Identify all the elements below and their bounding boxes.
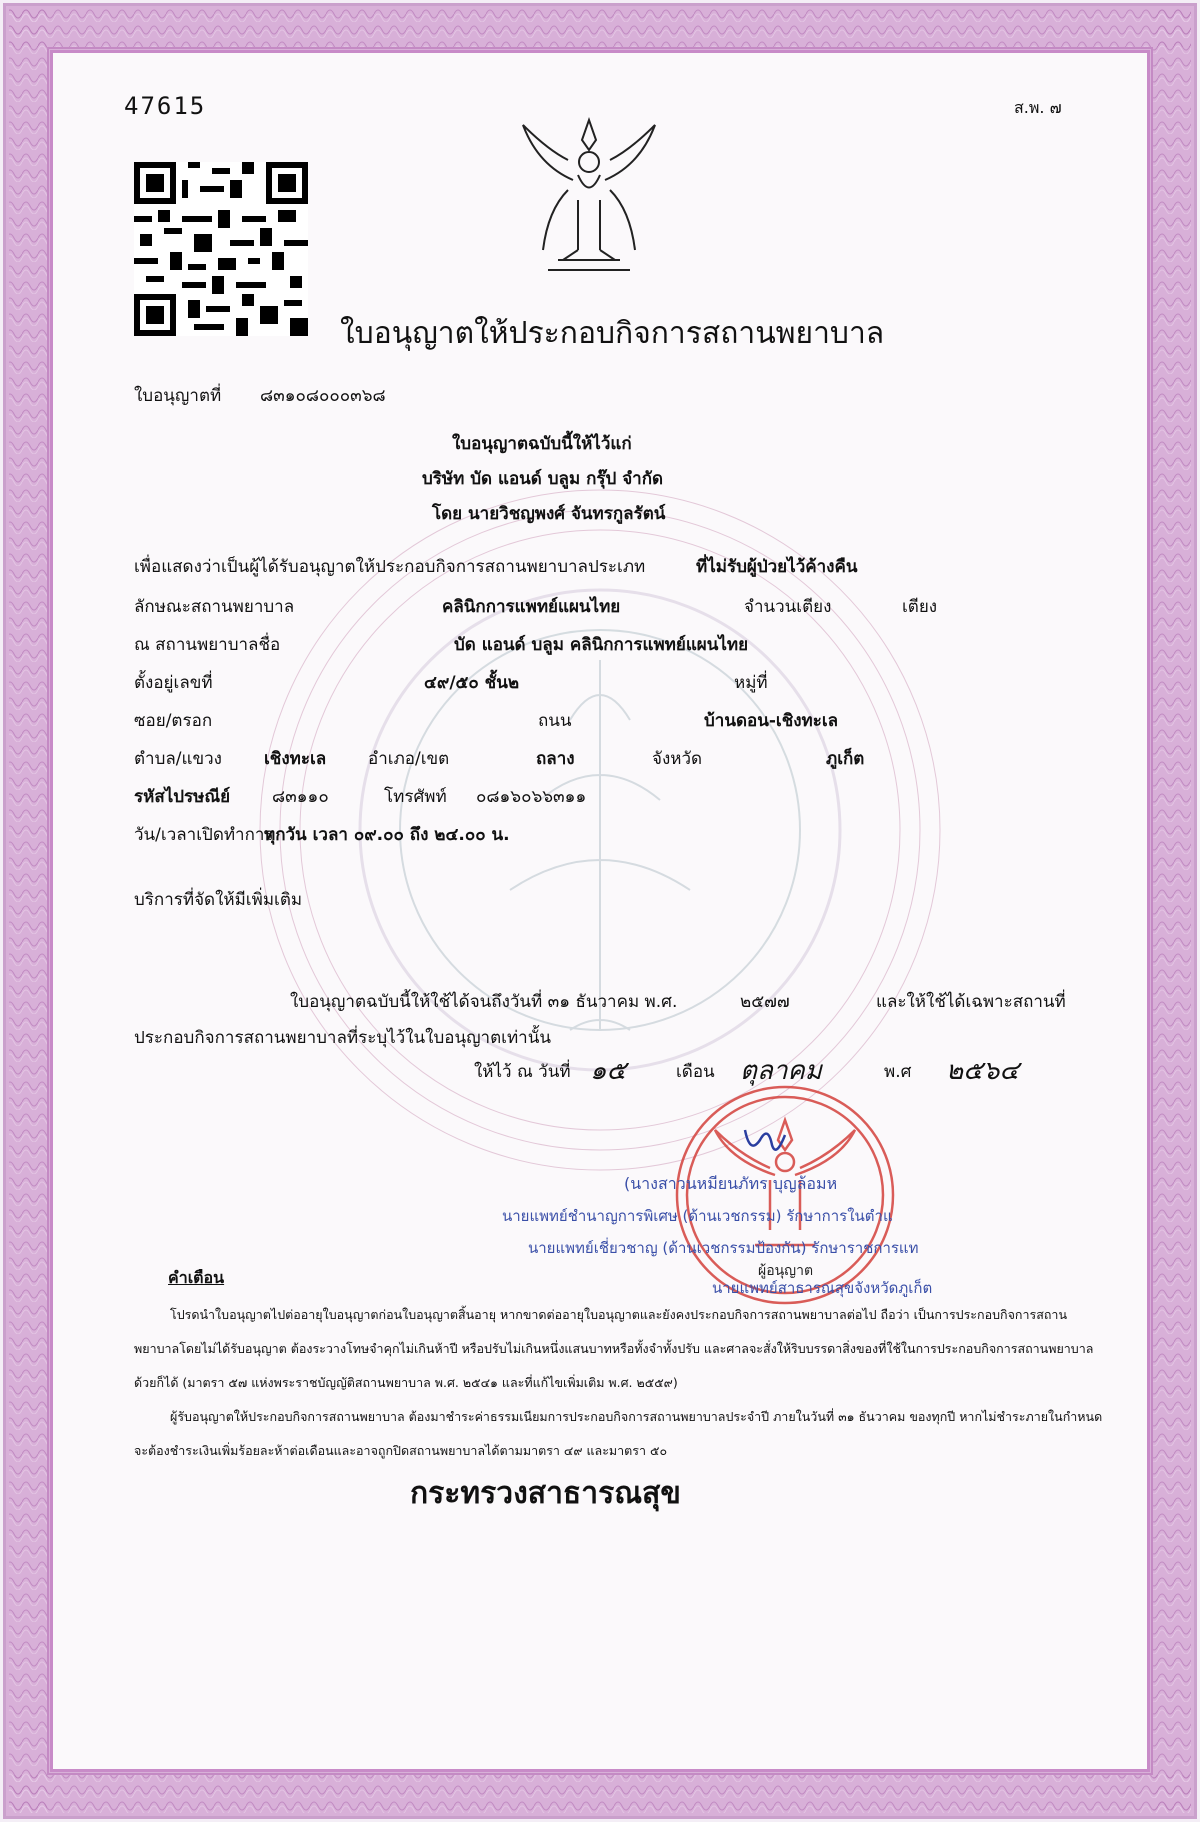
opening-hours-value: ทุกวัน เวลา ๐๙.๐๐ ถึง ๒๔.๐๐ น.: [264, 825, 510, 845]
subdistrict-value: เชิงทะเล: [264, 749, 327, 769]
signatory-name: (นางสาวนหมียนภัทร บุญล้อมห: [624, 1174, 838, 1193]
road-value: บ้านดอน-เชิงทะเล: [704, 711, 839, 731]
signatory-title-line1: นายแพทย์ชำนาญการพิเศษ (ด้านเวชกรรม) รักษาการในตำแ: [502, 1207, 893, 1225]
address-label: ตั้งอยู่เลขที่: [134, 673, 213, 693]
address-value: ๔๙/๕๐ ชั้น๒: [424, 673, 520, 693]
moo-label: หมู่ที่: [734, 673, 768, 693]
issued-month: ตุลาคม: [740, 1056, 822, 1086]
issued-to-label: ใบอนุญาตฉบับนี้ให้ไว้แก่: [452, 434, 632, 454]
licensee-representative: โดย นายวิชญพงศ์ จันทรกูลรัตน์: [432, 504, 666, 524]
validity-line1-end: และให้ใช้ได้เฉพาะสถานที่: [876, 992, 1066, 1012]
district-value: ถลาง: [536, 749, 575, 769]
issued-month-label: เดือน: [676, 1062, 715, 1082]
validity-line1: ใบอนุญาตฉบับนี้ให้ใช้ได้จนถึงวันที่ ๓๑ ธันวาคม พ.ศ.: [290, 992, 678, 1012]
license-number-label: ใบอนุญาตที่: [134, 386, 222, 406]
signatory-position: นายแพทย์สาธารณสุขจังหวัดภูเก็ต: [712, 1279, 933, 1297]
qr-code[interactable]: [134, 162, 308, 336]
warning-title: คำเตือน: [168, 1268, 225, 1287]
signature-mark: [740, 1120, 790, 1160]
ministry-name: กระทรวงสาธารณสุข: [410, 1476, 681, 1511]
phone-value: ๐๘๑๖๐๖๖๓๑๑: [476, 787, 587, 807]
license-number-value: ๘๓๑๐๘๐๐๐๓๖๘: [260, 386, 386, 406]
license-type-label: เพื่อแสดงว่าเป็นผู้ได้รับอนุญาตให้ประกอบกิจการสถานพยาบาลประเภท: [134, 557, 646, 577]
opening-hours-label: วัน/เวลาเปิดทำการ: [134, 825, 274, 845]
issued-year-label: พ.ศ: [884, 1062, 912, 1082]
postal-code-value: ๘๓๑๑๐: [272, 787, 329, 807]
license-type-value: ที่ไม่รับผู้ป่วยไว้ค้างคืน: [696, 557, 858, 577]
province-label: จังหวัด: [652, 749, 703, 769]
licensee-company: บริษัท บัด แอนด์ บลูม กรุ๊ป จำกัด: [422, 469, 664, 489]
province-value: ภูเก็ต: [826, 749, 865, 769]
issued-year: ๒๕๖๔: [946, 1056, 1019, 1086]
form-code: ส.พ. ๗: [1014, 98, 1062, 117]
warning-paragraph-2: ผู้รับอนุญาตให้ประกอบกิจการสถานพยาบาล ต้องมาชำระค่าธรรมเนียมการประกอบกิจการสถานพยาบาลประจำปี ภายในวันที่ ๓๑ ธันวาคม ของทุกปี หากไม่ชำระภายในกำหนด จะต้องชำระเงินเพิ่มร้อยละห้าต่อเดือนและอาจถูกปิดสถานพยาบาลได้ตามมาตรา ๔๙ และมาตรา ๕๐: [134, 1409, 1103, 1458]
facility-nature-value: คลินิกการแพทย์แผนไทย: [442, 597, 621, 617]
serial-number: 47615: [124, 92, 207, 120]
validity-year: ๒๕๗๗: [740, 992, 790, 1012]
facility-name-value: บัด แอนด์ บลูม คลินิกการแพทย์แผนไทย: [454, 635, 749, 655]
road-label: ถนน: [538, 711, 572, 731]
signatory-title-line2: นายแพทย์เชี่ยวชาญ (ด้านเวชกรรมป้องกัน) รักษาราชการแท: [528, 1239, 919, 1257]
issued-date-label: ให้ไว้ ณ วันที่: [474, 1062, 571, 1082]
additional-services-label: บริการที่จัดให้มีเพิ่มเติม: [134, 890, 303, 910]
signatory-role: ผู้อนุญาต: [758, 1263, 814, 1279]
garuda-emblem-icon: [518, 110, 660, 284]
certificate-title: ใบอนุญาตให้ประกอบกิจการสถานพยาบาล: [340, 316, 885, 351]
beds-label: จำนวนเตียง: [744, 597, 832, 617]
facility-name-label: ณ สถานพยาบาลชื่อ: [134, 635, 281, 655]
beds-unit: เตียง: [902, 597, 938, 617]
subdistrict-label: ตำบล/แขวง: [134, 749, 222, 769]
issued-day: ๑๕: [590, 1056, 627, 1086]
facility-nature-label: ลักษณะสถานพยาบาล: [134, 597, 295, 617]
certificate-body: [50, 50, 1150, 1772]
postal-code-label: รหัสไปรษณีย์: [134, 787, 231, 807]
district-label: อำเภอ/เขต: [368, 749, 450, 769]
soi-label: ซอย/ตรอก: [134, 711, 213, 731]
validity-line2: ประกอบกิจการสถานพยาบาลที่ระบุไว้ในใบอนุญาตเท่านั้น: [134, 1028, 551, 1048]
warning-paragraph-1: โปรดนำใบอนุญาตไปต่ออายุใบอนุญาตก่อนใบอนุญาตสิ้นอายุ หากขาดต่ออายุใบอนุญาตและยังคงประกอบกิจการสถานพยาบาลต่อไป ถือว่า เป็นการประกอบกิจการสถานพยาบาลโดยไม่ได้รับอนุญาต ต้องระวางโทษจำคุกไม่เกินห้าปี หรือปรับไม่เกินหนึ่งแสนบาทหรือทั้งจำทั้งปรับ และศาลจะสั่งให้ริบบรรดาสิ่งของที่ใช้ในการประกอบกิจการสถานพยาบาลด้วยก็ได้ (มาตรา ๕๗ แห่งพระราชบัญญัติสถานพยาบาล พ.ศ. ๒๕๔๑ และที่แก้ไขเพิ่มเติม พ.ศ. ๒๕๕๙): [134, 1307, 1094, 1390]
phone-label: โทรศัพท์: [384, 787, 447, 807]
